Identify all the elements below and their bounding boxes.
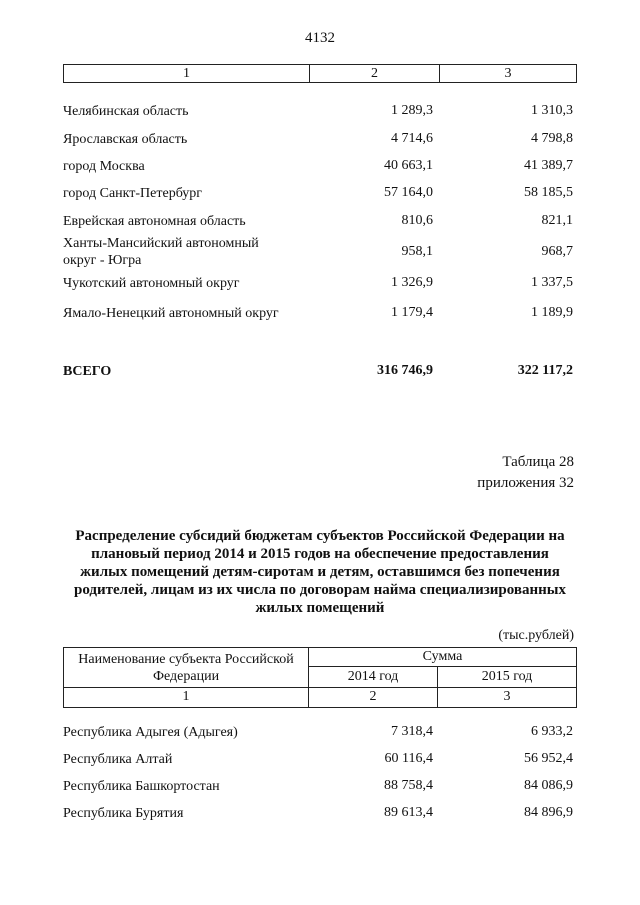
value-2014: 40 663,1: [384, 158, 433, 173]
value-2014: 1 326,9: [391, 275, 433, 290]
region-name: Ханты-Мансийский автономный округ - Югра: [63, 236, 259, 268]
column-number-2: 2: [310, 65, 440, 82]
value-2014: 4 714,6: [391, 131, 433, 146]
column-number-2: 2: [309, 688, 438, 707]
value-2015: 4 798,8: [531, 131, 573, 146]
value-2014: 89 613,4: [384, 805, 433, 820]
region-name: Еврейская автономная область: [63, 213, 246, 229]
value-2015: 1 310,3: [531, 103, 573, 118]
value-2014: 60 116,4: [384, 751, 433, 766]
appendix-number: приложения 32: [477, 475, 574, 491]
value-2014: 810,6: [401, 213, 433, 228]
region-name: Республика Башкортостан: [63, 778, 220, 794]
year-2014-header: 2014 год: [309, 667, 438, 688]
value-2014: 88 758,4: [384, 778, 433, 793]
table-row: [63, 722, 577, 742]
page-number: 4132: [305, 30, 335, 46]
sum-header: Сумма: [309, 648, 576, 667]
region-name: город Санкт-Петербург: [63, 185, 203, 201]
total-2015: 322 117,2: [517, 363, 573, 378]
year-2015-header: 2015 год: [438, 667, 576, 688]
table-row: [63, 803, 577, 823]
region-name: Республика Адыгея (Адыгея): [63, 724, 238, 740]
total-2014: 316 746,9: [377, 363, 433, 378]
value-2014: 1 179,4: [391, 305, 433, 320]
region-name: город Москва: [63, 158, 145, 174]
table-row: [63, 101, 577, 121]
table-row: [63, 129, 577, 149]
region-name: Челябинская область: [63, 103, 189, 119]
value-2015: 56 952,4: [524, 751, 573, 766]
table-row: [63, 156, 577, 176]
region-name: Республика Алтай: [63, 751, 173, 767]
column-number-3: 3: [504, 66, 512, 81]
value-2015: 6 933,2: [531, 724, 573, 739]
top-table-header: [63, 64, 577, 83]
total-row: [63, 361, 577, 381]
value-2014: 7 318,4: [391, 724, 433, 739]
bottom-table-header: [63, 647, 577, 708]
region-name: Республика Бурятия: [63, 805, 184, 821]
table-row: [63, 749, 577, 769]
table-row: [63, 211, 577, 231]
column-number-1: 1: [64, 688, 309, 707]
table-heading: Распределение субсидий бюджетам субъектов Российской Федерации на плановый период 2014 и 2015 годов на обеспечение предоставления жилых помещений детям-сиротам и детям, оставшимся без попечения родителей, лицам из их числа по договорам найма специализированных жилых помещений: [74, 528, 566, 616]
table-number: Таблица 28: [502, 454, 574, 470]
table-row: [63, 273, 577, 293]
column-number-3: 3: [503, 689, 511, 704]
table-row: [63, 183, 577, 203]
total-label: ВСЕГО: [63, 363, 112, 379]
table-reference: [477, 452, 574, 494]
value-2015: 84 896,9: [524, 805, 573, 820]
value-2015: 58 185,5: [524, 185, 573, 200]
value-2014: 57 164,0: [384, 185, 433, 200]
value-2015: 41 389,7: [524, 158, 573, 173]
table-row: [63, 234, 577, 270]
table-row: [63, 776, 577, 796]
region-name: Ямало-Ненецкий автономный округ: [63, 305, 279, 321]
value-2015: 1 189,9: [531, 305, 573, 320]
units-label: (тыс.рублей): [498, 628, 574, 643]
region-name: Ярославская область: [63, 131, 188, 147]
value-2015: 84 086,9: [524, 778, 573, 793]
table-row: [63, 295, 577, 331]
column-number-1: 1: [64, 65, 310, 82]
value-2015: 1 337,5: [531, 275, 573, 290]
value-2015: 968,7: [541, 244, 573, 259]
value-2015: 821,1: [541, 213, 573, 228]
col-name-header: Наименование субъекта Российской Федерации: [64, 648, 309, 688]
value-2014: 958,1: [401, 244, 433, 259]
value-2014: 1 289,3: [391, 103, 433, 118]
region-name: Чукотский автономный округ: [63, 275, 240, 291]
